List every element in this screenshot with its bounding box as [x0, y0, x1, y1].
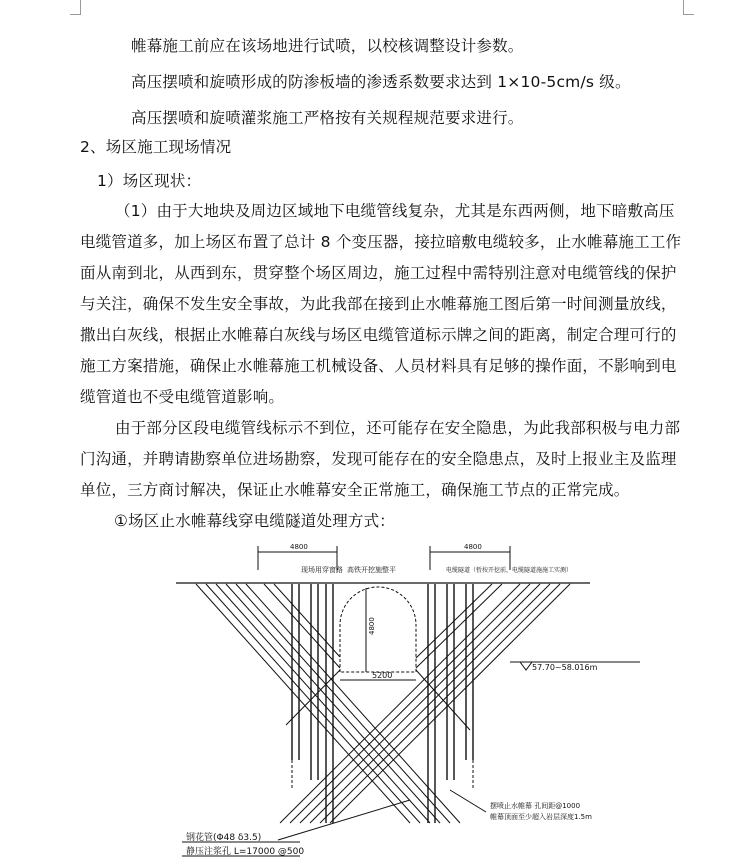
elevation-marker	[520, 662, 532, 670]
elevation-text: 57.70~58.016m	[532, 663, 598, 672]
dimension-text-left: 4800	[290, 543, 308, 551]
dimension-text-right: 4800	[464, 543, 482, 551]
tunnel-height-text: 4800	[368, 617, 376, 635]
grout-pipe	[280, 584, 520, 823]
note-bottom-right-1: 摆喷止水帷幕 孔间距@1000	[490, 802, 581, 810]
note-bottom-left-2: 静压注浆孔 L=17000 @500	[186, 847, 305, 857]
page-corner-mark-top-left	[70, 0, 81, 15]
grout-pipe	[236, 584, 450, 823]
grout-pipe	[300, 584, 540, 823]
grout-pipe	[320, 584, 560, 823]
leader-line	[450, 790, 486, 812]
grout-pipe	[216, 584, 430, 823]
grout-pipe	[196, 584, 410, 823]
document-page: 帷幕施工前应在该场地进行试喷，以校核调整设计参数。 高压摆喷和旋喷形成的防渗板墙的渗透系数要求达到 1×10-5cm/s 级。 高压摆喷和旋喷灌浆施工严格按有关规程规范要求进行。 2、场区施工现场情况 1）场区现状： （1）由于大地块及周边区域地下电缆管线复杂，尤其是东西两侧，地下暗敷高压 电缆管道多，加上场区布置了总计 8 个变压器，接拉暗敷电缆较多，止水帷幕施工工作 面从南到北，从西到东，贯穿整个场区周边，施工过程中需特别注意对电缆管线的保护 与关注，确保不发生安全事故，为此我部在接到止水帷幕施工图后第一时间测量放线， 撒出白灰线，根据止水帷幕白灰线与场区电缆管道标示牌之间的距离，制定合理可行的 施工方案措施，确保止水帷幕施工机械设备、人员材料具有足够的操作面，不影响到电 缆管道也不受电缆管道影响。 由于部分区段电缆管线标示不到位，还可能存在安全隐患，为此我部积极与电力部 门沟通，并聘请勘察单位进场勘察，发现可能存在的安全隐患点，及时上报业主及监理 单位，三方商讨解决，保证止水帷幕安全正常施工，确保施工节点的正常完成。 ①场区止水帷幕线穿电缆隧道处理方式： 4800 4800 现场用穿窗路 高铁开挖施整平 电缆隧道（暂按开挖前，电缆隧道施施工实测） 4800 5200 57.70~58.016m 摆喷止水帷幕 孔间距@1000 帷幕顶面至少超入岩层深度1.5m 钢花管(Φ48 δ3.5) 静压注浆孔 L=17000 @500	[0, 0, 745, 862]
note-bottom-left-1: 钢花管(Φ48 δ3.5)	[186, 833, 262, 843]
grout-pipe	[206, 584, 420, 823]
tunnel-width-text: 5200	[372, 671, 393, 680]
label-center-top: 高铁开挖施整平	[347, 566, 396, 574]
label-right-top: 电缆隧道（暂按开挖前，电缆隧道施施工实测）	[446, 567, 573, 574]
grout-pipe	[286, 670, 340, 725]
page-corner-mark-top-right	[683, 0, 694, 15]
leader-line	[278, 800, 410, 840]
grout-pipe	[264, 584, 340, 668]
grout-pipe	[274, 584, 340, 657]
cable-tunnel	[340, 587, 416, 672]
tunnel-section-drawing	[0, 540, 745, 862]
note-bottom-right-2: 帷幕顶面至少超入岩层深度1.5m	[490, 813, 592, 821]
grout-pipe	[310, 584, 550, 823]
label-left-top: 现场用穿窗路	[301, 566, 343, 574]
